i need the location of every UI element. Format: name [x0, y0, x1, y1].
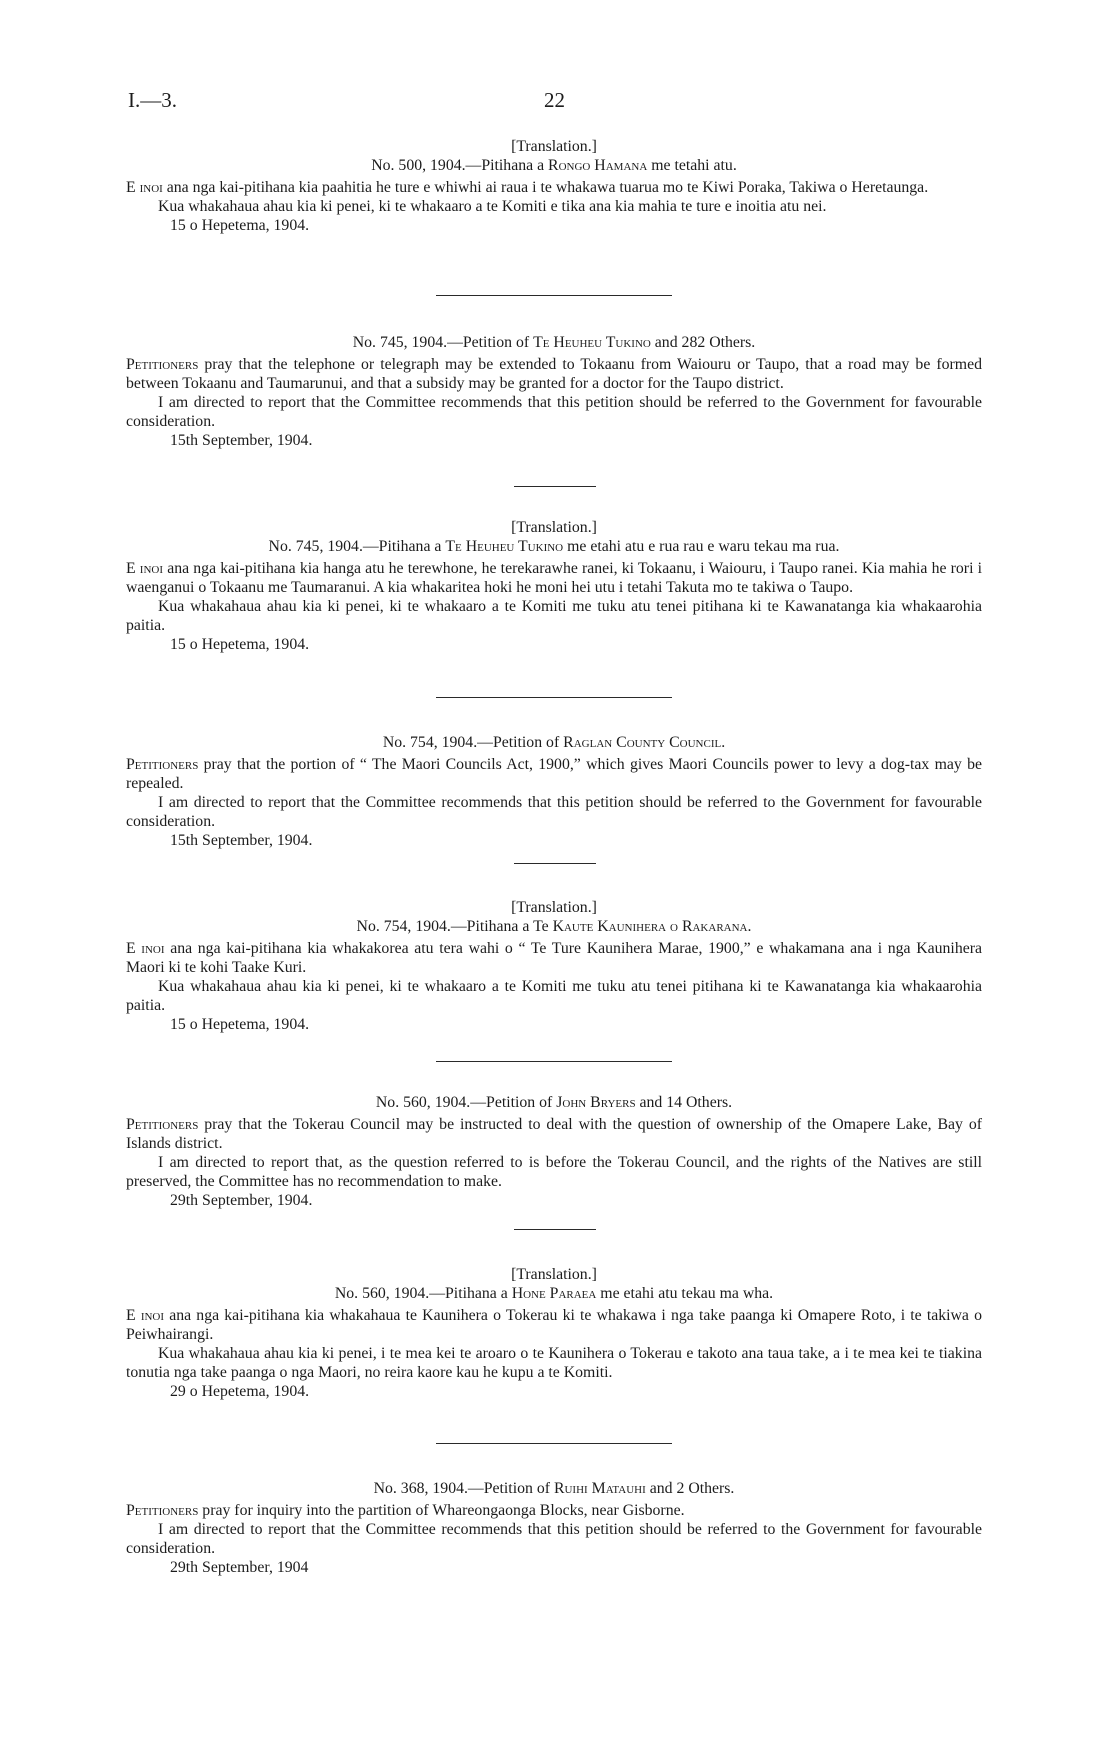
petition-heading: No. 754, 1904.—Petition of Raglan County Council.	[382, 734, 726, 751]
petition-body: E inoi ana nga kai-pitihana kia hanga atu he terewhone, he terekarawhe ranei, ki Tokaanu, i Waiouru, i Taupo ranei. Kia mahia he rori i waenganui o Tokaanu me Taumaranui. A kia whakaritea hoki he moni hei utu i tetahi Takuta mo te takiwa o Taupo.	[126, 560, 983, 596]
committee-report: Kua whakahaua ahau kia ki penei, ki te whakaaro a te Komiti e tika ana kia mahia te ture e inoitia atu nei.	[158, 198, 827, 215]
translation-label: [Translation.]	[511, 138, 597, 155]
petitioner-name: Te Heuheu Tukino	[533, 334, 651, 351]
section-divider	[436, 697, 672, 698]
report-date: 15 o Hepetema, 1904.	[170, 1016, 310, 1033]
section-divider	[436, 1443, 672, 1444]
report-date: 29th September, 1904	[170, 1559, 309, 1576]
committee-report: I am directed to report that, as the question referred to is before the Tokerau Council, and the rights of the Natives are still preserved, the Committee has no recommendation to make.	[126, 1154, 982, 1190]
report-date: 29 o Hepetema, 1904.	[170, 1383, 310, 1400]
petition-body: E inoi ana nga kai-pitihana kia paahitia he ture e whiwhi ai raua i te whakawa tuarua mo te Kiwi Poraka, Takiwa o Heretaunga.	[126, 179, 929, 196]
petition-heading: No. 500, 1904.—Pitihana a Rongo Hamana me tetahi atu.	[371, 157, 737, 174]
petition-section	[126, 137, 982, 235]
petition-section	[126, 518, 982, 654]
translation-label: [Translation.]	[511, 899, 597, 916]
petitioner-name: Raglan County Council	[563, 734, 722, 751]
committee-report: Kua whakahaua ahau kia ki penei, i te mea kei te aroaro o te Kaunihera o Tokerau e takoto ana taua take, a i te mea kei te tiakina tonutia nga take paanga o nga Maori, no reira kaore kau he kupu a te Komiti.	[126, 1345, 982, 1381]
committee-report: I am directed to report that the Committee recommends that this petition should be referred to the Government for favourable consideration.	[126, 794, 982, 830]
petition-section	[126, 333, 982, 450]
committee-report: I am directed to report that the Committee recommends that this petition should be referred to the Government for favourable consideration.	[126, 1521, 982, 1557]
petitioner-name: Te Heuheu Tukino	[445, 538, 564, 555]
petition-heading: No. 560, 1904.—Petition of John Bryers and 14 Others.	[375, 1094, 733, 1111]
petition-section	[126, 1093, 982, 1210]
section-divider	[514, 486, 596, 487]
petition-section	[126, 898, 982, 1034]
petition-body: Petitioners pray for inquiry into the partition of Whareongaonga Blocks, near Gisborne.	[126, 1502, 685, 1519]
page-header	[0, 88, 1114, 118]
section-divider	[436, 1061, 672, 1062]
translation-label: [Translation.]	[511, 1266, 597, 1283]
petition-section	[126, 733, 982, 850]
report-date: 15 o Hepetema, 1904.	[170, 217, 310, 234]
petition-heading: No. 745, 1904.—Petition of Te Heuheu Tukino and 282 Others.	[352, 334, 756, 351]
petition-body: E inoi ana nga kai-pitihana kia whakahaua te Kaunihera o Tokerau ki te whakawa i nga take paanga ki Omapere Roto, i te takiwa o Peiwhairangi.	[126, 1307, 983, 1343]
petition-heading: No. 754, 1904.—Pitihana a Te Kaute Kaunihera o Rakarana.	[356, 918, 752, 935]
report-date: 15 o Hepetema, 1904.	[170, 636, 310, 653]
report-date: 15th September, 1904.	[170, 832, 313, 849]
petition-body: Petitioners pray that the telephone or telegraph may be extended to Tokaanu from Waiouru or Taupo, that a road may be formed between Tokaanu and Taumarunui, and that a subsidy may be granted for a doctor for the Taupo district.	[126, 356, 982, 392]
committee-report: Kua whakahaua ahau kia ki penei, ki te whakaaro a te Komiti me tuku atu tenei pitihana ki te Kawanatanga kia whakaarohia paitia.	[126, 598, 982, 634]
document-reference: I.—3.	[128, 88, 177, 112]
committee-report: I am directed to report that the Committee recommends that this petition should be referred to the Government for favourable consideration.	[126, 394, 982, 430]
section-divider	[436, 295, 672, 296]
petition-heading: No. 560, 1904.—Pitihana a Hone Paraea me etahi atu tekau ma wha.	[334, 1285, 774, 1302]
petitioner-name: Rongo Hamana	[548, 157, 648, 174]
petition-section	[126, 1479, 982, 1577]
petition-heading: No. 745, 1904.—Pitihana a Te Heuheu Tukino me etahi atu e rua rau e waru tekau ma rua.	[268, 538, 840, 555]
petition-body: Petitioners pray that the Tokerau Council may be instructed to deal with the question of ownership of the Omapere Lake, Bay of Islands district.	[126, 1116, 982, 1152]
report-date: 29th September, 1904.	[170, 1192, 313, 1209]
petition-body: Petitioners pray that the portion of “ The Maori Councils Act, 1900,” which gives Maori Councils power to levy a dog-tax may be repealed.	[126, 756, 982, 792]
petitioner-name: Hone Paraea	[511, 1285, 597, 1302]
petitioner-name: Kaute Kaunihera o Rakarana	[552, 918, 748, 935]
section-divider	[514, 863, 596, 864]
petition-section	[126, 1265, 982, 1401]
translation-label: [Translation.]	[511, 519, 597, 536]
petitioner-name: Ruihi Matauhi	[553, 1480, 646, 1497]
section-divider	[514, 1229, 596, 1230]
petitioner-name: John Bryers	[556, 1094, 636, 1111]
committee-report: Kua whakahaua ahau kia ki penei, ki te whakaaro a te Komiti me tuku atu tenei pitihana ki te Kawanatanga kia whakaarohia paitia.	[126, 978, 982, 1014]
report-date: 15th September, 1904.	[170, 432, 313, 449]
page-number: 22	[544, 88, 565, 112]
petition-heading: No. 368, 1904.—Petition of Ruihi Matauhi and 2 Others.	[373, 1480, 735, 1497]
petition-body: E inoi ana nga kai-pitihana kia whakakorea atu tera wahi o “ Te Ture Kaunihera Marae, 1900,” e whakamana ana i nga Kaunihera Maori ki te kohi Taake Kuri.	[126, 940, 982, 976]
